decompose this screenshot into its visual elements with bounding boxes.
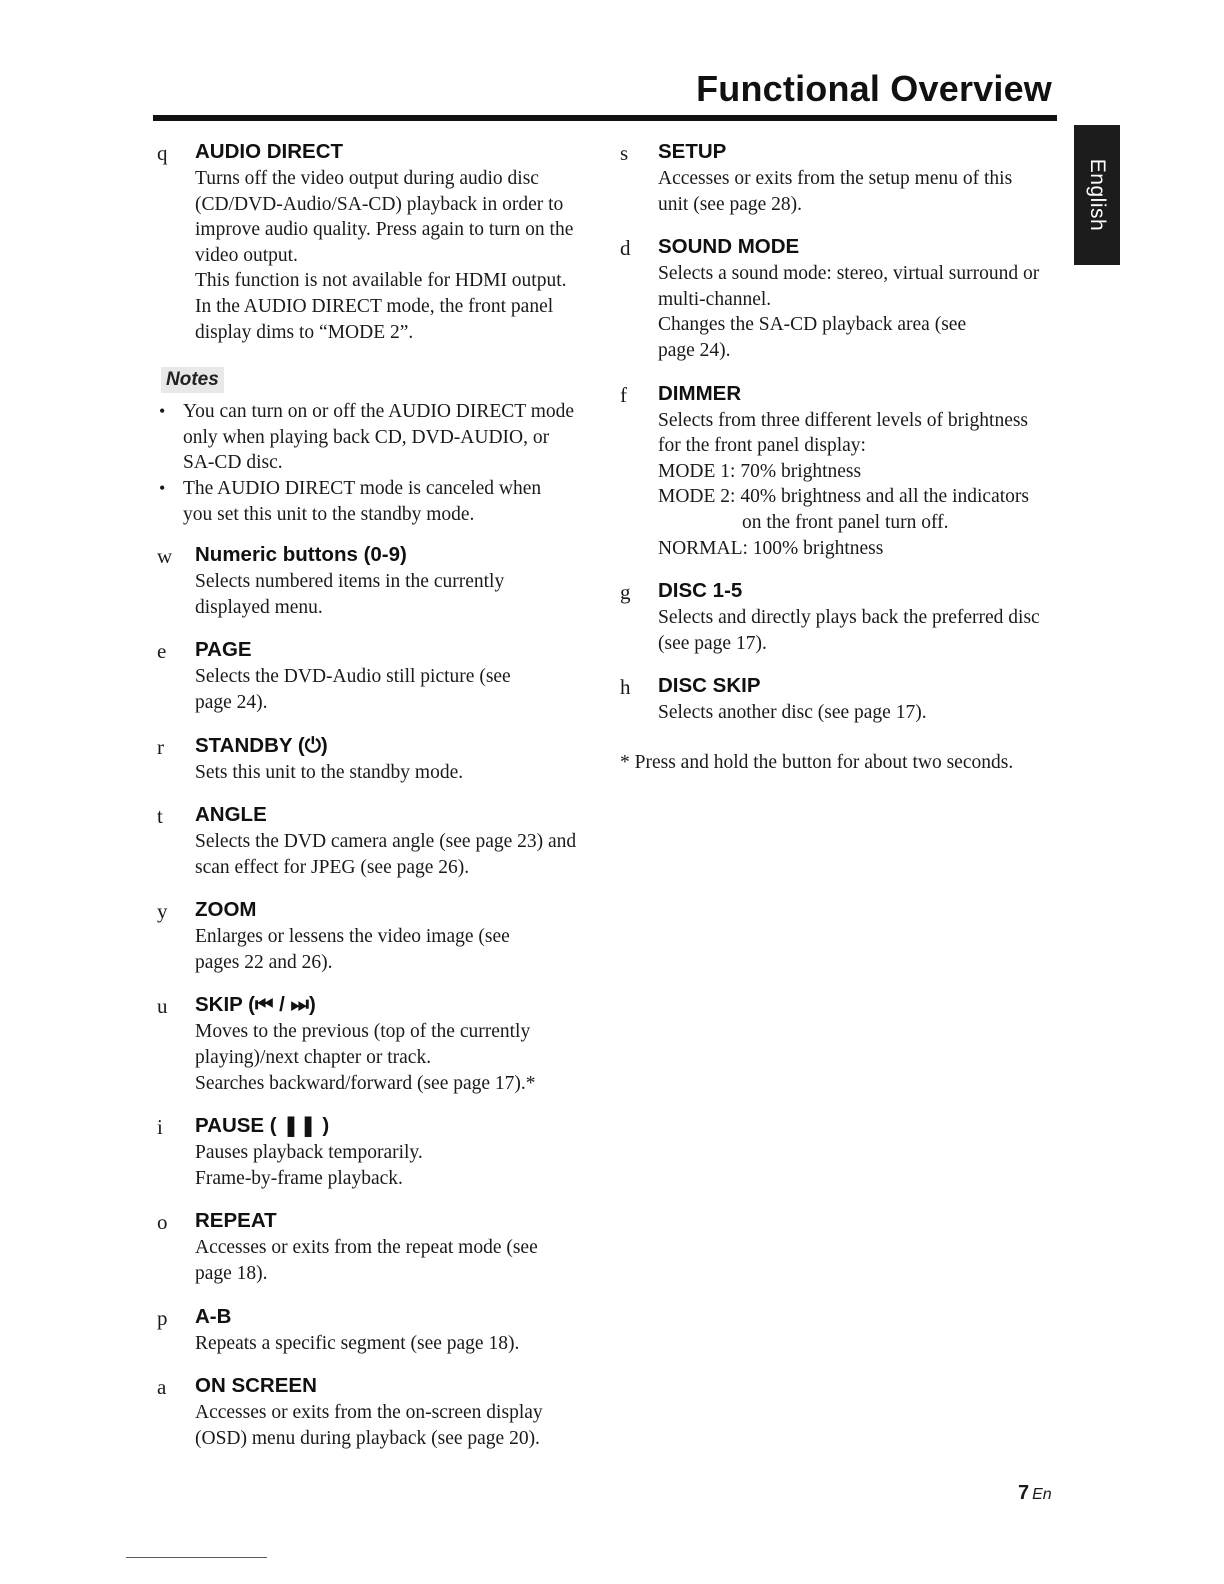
entry-key: s: [620, 141, 629, 165]
entry-pause: [157, 1112, 607, 1191]
entry-line: Selects from three different levels of brightness: [658, 409, 1029, 431]
entry-key: u: [157, 994, 168, 1019]
entry-line: page 24).: [195, 691, 268, 713]
entry-key: e: [157, 639, 167, 664]
title-rule: [153, 115, 1057, 121]
entry-line: NORMAL: 100% brightness: [658, 537, 884, 559]
entry-key: o: [157, 1210, 168, 1235]
entry-heading: DISC 1-5: [658, 579, 743, 603]
entry-key: a: [157, 1375, 167, 1400]
entry-line: Selects a sound mode: stereo, virtual surround or: [658, 263, 1040, 285]
entry-line: Turns off the video output during audio disc: [195, 168, 539, 189]
entry-line: on the front panel turn off.: [742, 511, 949, 533]
note-item: [157, 476, 607, 527]
page-number-value: 7: [1018, 1482, 1030, 1504]
entry-heading: SOUND MODE: [658, 235, 800, 259]
entry-line: Selects and directly plays back the preferred disc: [658, 607, 1040, 629]
entry-line: In the AUDIO DIRECT mode, the front panel: [195, 295, 554, 317]
entry-heading: A-B: [195, 1304, 232, 1328]
entry-numeric-buttons: [157, 541, 607, 620]
entry-line: MODE 1: 70% brightness: [658, 460, 862, 482]
entry-line: improve audio quality. Press again to turn on the: [195, 219, 574, 241]
entry-line: display dims to “MODE 2”.: [195, 321, 414, 343]
entry-dimmer: [620, 380, 1060, 562]
entry-line: Repeats a specific segment (see page 18).: [195, 1332, 520, 1354]
entry-key: q: [157, 141, 168, 165]
entry-line: Pauses playback temporarily.: [195, 1142, 423, 1164]
entry-line: Accesses or exits from the repeat mode (see: [195, 1237, 538, 1259]
entry-a-b: [157, 1303, 607, 1357]
entry-heading: ON SCREEN: [195, 1374, 317, 1398]
entry-line: unit (see page 28).: [658, 193, 803, 215]
entry-key: d: [620, 236, 631, 261]
entry-setup: [620, 138, 1060, 217]
entry-key: h: [620, 675, 631, 700]
entry-line: Changes the SA-CD playback area (see: [658, 314, 967, 336]
entry-line: This function is not available for HDMI output.: [195, 270, 567, 292]
entry-line: Frame-by-frame playback.: [195, 1167, 403, 1189]
entry-line: page 24).: [658, 339, 731, 361]
right-column: [620, 138, 1060, 776]
entry-line: Selects the DVD-Audio still picture (see: [195, 666, 511, 688]
note-line: only when playing back CD, DVD-AUDIO, or: [183, 426, 550, 448]
page-number-suffix: En: [1032, 1486, 1052, 1503]
entry-heading: DIMMER: [658, 381, 742, 405]
entry-line: page 18).: [195, 1263, 268, 1285]
entry-disc-skip: [620, 672, 1060, 726]
note-line: you set this unit to the standby mode.: [183, 503, 475, 525]
entry-line: Selects numbered items in the currently: [195, 571, 505, 593]
entry-skip: [157, 991, 607, 1096]
note-line: You can turn on or off the AUDIO DIRECT mode: [183, 401, 575, 423]
entry-key: w: [157, 544, 173, 569]
notes-label-box: [161, 367, 224, 393]
entry-line: for the front panel display:: [658, 435, 866, 457]
entry-angle: [157, 801, 607, 880]
entry-key: g: [620, 580, 631, 605]
entry-key: r: [157, 734, 164, 759]
entry-line: playing)/next chapter or track.: [195, 1047, 432, 1069]
entry-key: p: [157, 1305, 168, 1330]
entry-repeat: [157, 1207, 607, 1286]
page-number: [1018, 1482, 1052, 1505]
notes-label: Notes: [166, 369, 219, 391]
entry-key: i: [157, 1115, 163, 1140]
entry-line: pages 22 and 26).: [195, 951, 333, 973]
entry-standby: [157, 732, 607, 786]
entry-heading: REPEAT: [195, 1209, 277, 1233]
bottom-rule: [126, 1557, 267, 1558]
note-line: The AUDIO DIRECT mode is canceled when: [183, 477, 542, 499]
footnote: * Press and hold the button for about two seconds.: [620, 751, 1014, 773]
entry-heading: ZOOM: [195, 898, 257, 922]
entry-line: scan effect for JPEG (see page 26).: [195, 856, 470, 878]
entry-line: Selects another disc (see page 17).: [658, 702, 927, 724]
bullet-icon: •: [159, 401, 166, 422]
entry-heading: Numeric buttons (0-9): [195, 543, 407, 567]
entry-line: (see page 17).: [658, 632, 767, 654]
entry-audio-direct: [157, 138, 607, 345]
entry-line: Searches backward/forward (see page 17).*: [195, 1072, 536, 1094]
entry-heading: PAUSE ( ❚❚ ): [195, 1114, 330, 1138]
entry-line: MODE 2: 40% brightness and all the indicators: [658, 486, 1029, 508]
entry-key: f: [620, 382, 627, 407]
entry-line: displayed menu.: [195, 596, 323, 618]
entry-heading: PAGE: [195, 638, 252, 662]
entry-line: Enlarges or lessens the video image (see: [195, 926, 510, 948]
entry-page: [157, 636, 607, 715]
notes-section: [157, 367, 607, 527]
entry-line: Selects the DVD camera angle (see page 23) and: [195, 831, 577, 853]
page-title: Functional Overview: [696, 68, 1052, 109]
entry-line: video output.: [195, 244, 298, 266]
language-tab: [1074, 125, 1120, 265]
entry-heading: ANGLE: [195, 803, 267, 827]
entry-line: Sets this unit to the standby mode.: [195, 761, 464, 783]
entry-line: multi-channel.: [658, 288, 772, 310]
note-item: [157, 399, 607, 476]
entry-heading: DISC SKIP: [658, 674, 761, 698]
entry-line: (OSD) menu during playback (see page 20).: [195, 1427, 540, 1449]
entry-line: Accesses or exits from the on-screen display: [195, 1402, 543, 1424]
entry-line: Moves to the previous (top of the currently: [195, 1021, 531, 1043]
entry-sound-mode: [620, 233, 1060, 363]
entry-key: t: [157, 804, 163, 829]
entry-zoom: [157, 896, 607, 975]
bullet-icon: •: [159, 477, 166, 498]
entry-heading: SKIP (⏮ / ⏭): [195, 993, 316, 1017]
entry-line: Accesses or exits from the setup menu of this: [658, 168, 1013, 189]
entry-heading: SETUP: [658, 140, 727, 163]
entry-disc-1-5: [620, 577, 1060, 656]
entry-heading: STANDBY (⏻): [195, 733, 328, 757]
entry-on-screen: [157, 1372, 607, 1451]
note-line: SA-CD disc.: [183, 452, 283, 474]
left-column: [157, 138, 607, 1451]
language-tab-label: English: [1086, 158, 1109, 232]
entry-heading: AUDIO DIRECT: [195, 140, 344, 163]
entry-key: y: [157, 899, 168, 924]
entry-line: (CD/DVD-Audio/SA-CD) playback in order to: [195, 193, 564, 215]
